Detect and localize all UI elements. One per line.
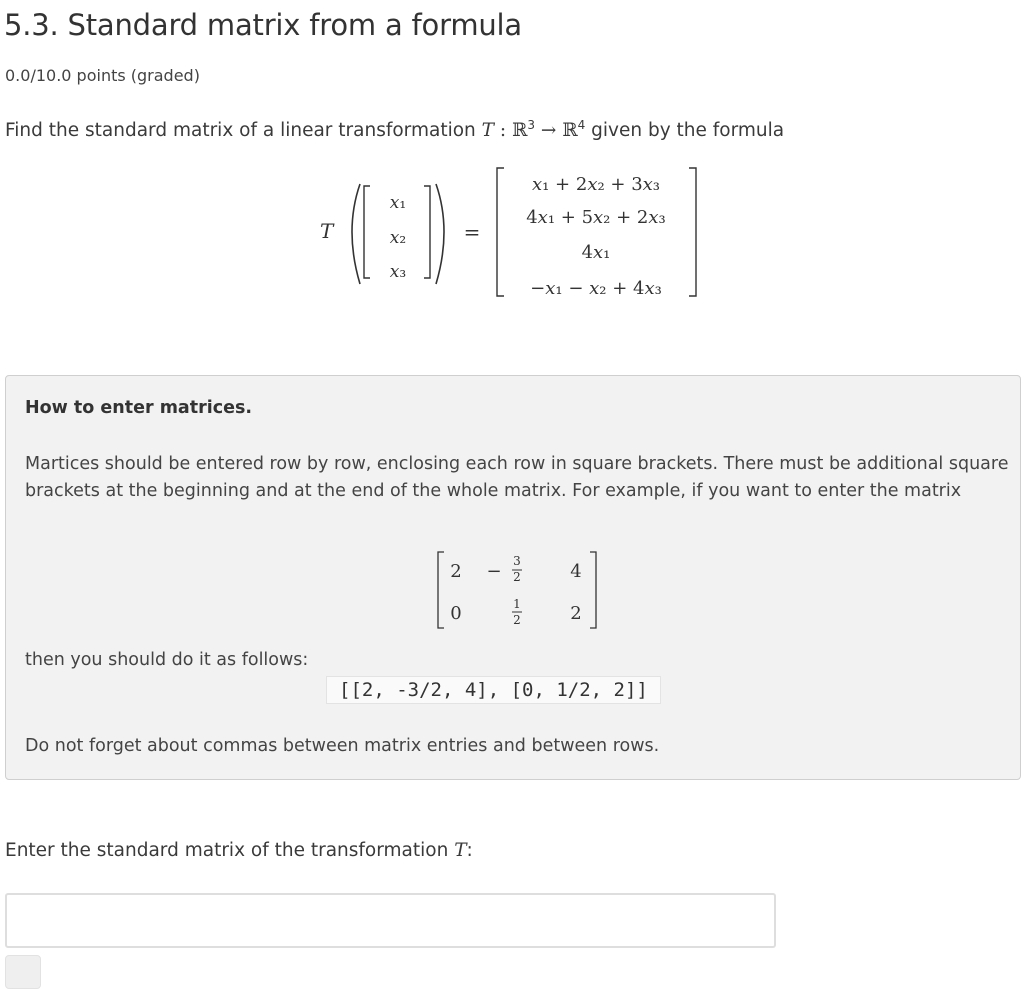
example-r2c2-den: 2 — [513, 613, 521, 627]
output-row-1: 𝑥₁ + 2𝑥₂ + 3𝑥₃ — [531, 174, 661, 195]
example-r1c2-den: 2 — [513, 570, 521, 584]
answer-prompt-text: Enter the standard matrix of the transformation — [5, 840, 455, 861]
statement-prefix: Find the standard matrix of a linear transformation — [5, 120, 482, 142]
input-right-bracket — [424, 186, 430, 278]
example-code: [[2, -3/2, 4], [0, 1/2, 2]] — [326, 676, 661, 704]
statement-domain-exp: 3 — [527, 118, 535, 132]
input-x2: 𝑥₂ — [389, 228, 407, 248]
output-right-bracket — [689, 168, 696, 296]
example-matrix — [426, 546, 616, 636]
points-label: 0.0/10.0 points (graded) — [5, 66, 200, 85]
transformation-formula — [300, 160, 720, 310]
statement-codomain-exp: 4 — [577, 118, 586, 132]
commas-note: Do not forget about commas between matrix entries and between rows. — [25, 736, 660, 756]
input-left-bracket — [364, 186, 370, 278]
help-body: Martices should be entered row by row, enclosing each row in square brackets. There must be additional square brackets at the beginning and at the end of the whole matrix. For example, if you want to enter the matrix — [25, 454, 1009, 501]
answer-prompt-T: T — [454, 840, 467, 861]
example-right-bracket — [590, 552, 596, 628]
example-r2c3: 2 — [570, 603, 582, 624]
example-r1c3: 4 — [570, 561, 582, 582]
left-paren — [352, 184, 360, 284]
help-box — [5, 375, 1021, 780]
right-paren — [436, 184, 444, 284]
example-r1c2-num: 3 — [513, 554, 521, 568]
answer-prompt — [5, 840, 473, 861]
statement-domain: ℝ — [511, 120, 528, 142]
output-row-2: 4𝑥₁ + 5𝑥₂ + 2𝑥₃ — [526, 207, 666, 228]
example-r1c1: 2 — [450, 561, 462, 582]
then-text: then you should do it as follows: — [25, 650, 309, 670]
input-x3: 𝑥₃ — [389, 262, 407, 282]
output-row-4: −𝑥₁ − 𝑥₂ + 4𝑥₃ — [530, 278, 662, 299]
help-title: How to enter matrices. — [25, 398, 253, 418]
answer-prompt-colon: : — [466, 840, 473, 861]
statement-arrow: → — [535, 120, 563, 142]
output-left-bracket — [497, 168, 504, 296]
statement-T: T — [481, 120, 494, 142]
example-r2c1: 0 — [450, 603, 462, 624]
problem-title: 5.3. Standard matrix from a formula — [4, 8, 522, 42]
formula-equals: = — [463, 220, 481, 244]
formula-T: T — [320, 219, 334, 243]
output-row-3: 4𝑥₁ — [581, 242, 611, 263]
statement-suffix: given by the formula — [585, 120, 785, 142]
problem-statement — [5, 118, 784, 141]
example-r2c2-num: 1 — [513, 597, 521, 611]
input-x1: 𝑥₁ — [389, 193, 407, 213]
statement-colon: : — [493, 120, 512, 142]
example-minus: − — [486, 561, 502, 582]
matrix-answer-input[interactable] — [5, 893, 776, 948]
statement-codomain: ℝ — [562, 120, 578, 142]
example-left-bracket — [438, 552, 444, 628]
